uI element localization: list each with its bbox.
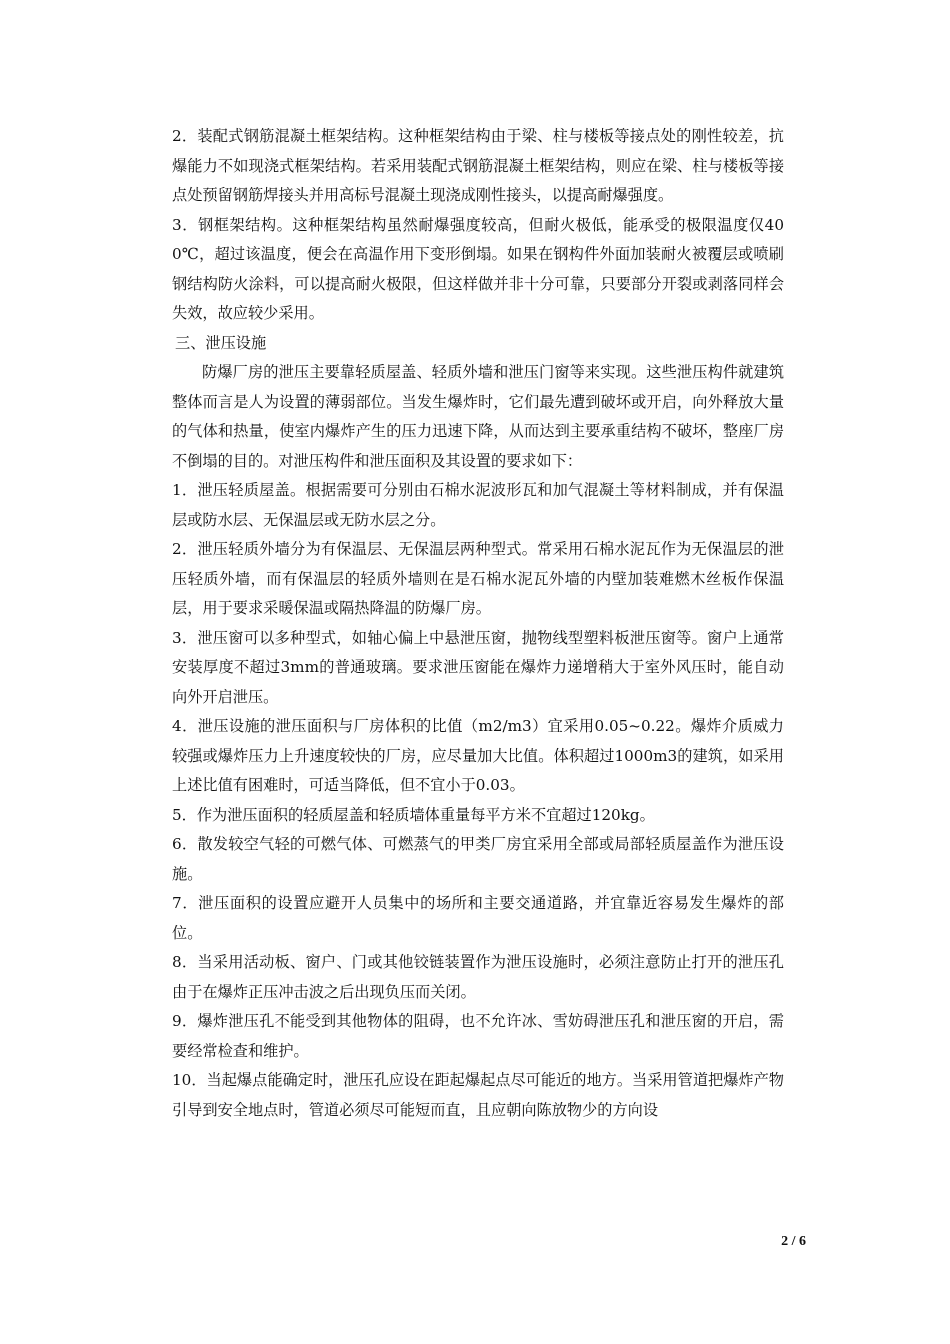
list-item: 1．泄压轻质屋盖。根据需要可分别由石棉水泥波形瓦和加气混凝土等材料制成，并有保温层或防水层、无保温层或无防水层之分。 <box>172 481 784 529</box>
section-intro: 防爆厂房的泄压主要靠轻质屋盖、轻质外墙和泄压门窗等来实现。这些泄压构件就建筑整体而言是人为设置的薄弱部位。当发生爆炸时，它们最先遭到破坏或开启，向外释放大量的气体和热量，使室内爆炸产生的压力迅速下降，从而达到主要承重结构不破坏，整座厂房不倒塌的目的。对泄压构件和泄压面积及其设置的要求如下： <box>172 363 784 470</box>
paragraph-prefab-frame: 2．装配式钢筋混凝土框架结构。这种框架结构由于梁、柱与楼板等接点处的刚性较差，抗爆能力不如现浇式框架结构。若采用装配式钢筋混凝土框架结构，则应在梁、柱与楼板等接点处预留钢筋焊接头并用高标号混凝土现浇成刚性接头，以提高耐爆强度。 <box>172 127 784 204</box>
section-heading: 三、泄压设施 <box>175 333 267 352</box>
paragraph-steel-frame: 3．钢框架结构。这种框架结构虽然耐爆强度较高，但耐火极低，能承受的极限温度仅400℃，超过该温度，便会在高温作用下变形倒塌。如果在钢构件外面加装耐火被覆层或喷刷钢结构防火涂料，可以提高耐火极限，但这样做并非十分可靠，只要部分开裂或剥落同样会失效，故应较少采用。 <box>172 215 784 322</box>
list-item: 7．泄压面积的设置应避开人员集中的场所和主要交通道路，并宜靠近容易发生爆炸的部位。 <box>172 894 784 942</box>
list-item: 3．泄压窗可以多种型式，如轴心偏上中悬泄压窗，抛物线型塑料板泄压窗等。窗户上通常安装厚度不超过3mm的普通玻璃。要求泄压窗能在爆炸力递增稍大于室外风压时，能自动向外开启泄压。 <box>172 628 784 706</box>
list-item: 8．当采用活动板、窗户、门或其他铰链装置作为泄压设施时，必须注意防止打开的泄压孔由于在爆炸正压冲击波之后出现负压而关闭。 <box>172 953 784 1001</box>
page-body <box>172 122 784 1125</box>
page-number: 2 / 6 <box>781 1234 806 1249</box>
list-item: 9．爆炸泄压孔不能受到其他物体的阻碍，也不允许冰、雪妨碍泄压孔和泄压窗的开启，需要经常检查和维护。 <box>172 1012 784 1060</box>
list-item: 6．散发较空气轻的可燃气体、可燃蒸气的甲类厂房宜采用全部或局部轻质屋盖作为泄压设施。 <box>172 835 784 883</box>
list-item: 5．作为泄压面积的轻质屋盖和轻质墙体重量每平方米不宜超过120kg。 <box>172 805 655 824</box>
list-item: 4．泄压设施的泄压面积与厂房体积的比值（m2/m3）宜采用0.05~0.22。爆炸介质威力较强或爆炸压力上升速度较快的厂房，应尽量加大比值。体积超过1000m3的建筑，如采用上述比值有困难时，可适当降低，但不宜小于0.03。 <box>172 717 784 794</box>
list-item: 10．当起爆点能确定时，泄压孔应设在距起爆起点尽可能近的地方。当采用管道把爆炸产物引导到安全地点时，管道必须尽可能短而直，且应朝向陈放物少的方向设 <box>172 1071 784 1119</box>
list-item: 2．泄压轻质外墙分为有保温层、无保温层两种型式。常采用石棉水泥瓦作为无保温层的泄压轻质外墙，而有保温层的轻质外墙则在是石棉水泥瓦外墙的内壁加装难燃木丝板作保温层，用于要求采暖保温或隔热降温的防爆厂房。 <box>172 540 784 617</box>
